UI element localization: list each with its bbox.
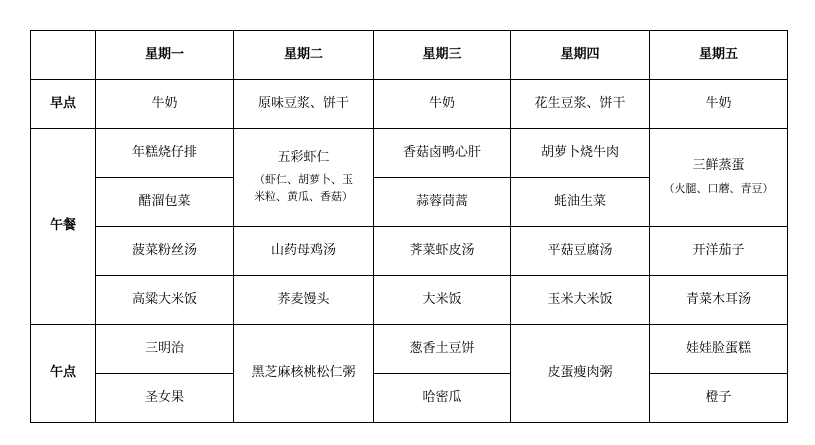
lunch-monday-staple: 高粱大米饭: [96, 276, 234, 325]
lunch-friday-soup: 青菜木耳汤: [650, 276, 788, 325]
header-wednesday: 星期三: [374, 31, 511, 80]
snack-row-2: [31, 374, 788, 423]
header-friday: 星期五: [650, 31, 788, 80]
breakfast-wednesday: 牛奶: [374, 80, 511, 129]
lunch-monday-soup: 菠菜粉丝汤: [96, 227, 234, 276]
lunch-tuesday-staple: 荞麦馒头: [234, 276, 374, 325]
snack-tuesday: 黑芝麻核桃松仁粥: [234, 325, 374, 423]
header-monday: 星期一: [96, 31, 234, 80]
weekly-menu-table: [30, 30, 788, 423]
breakfast-friday: 牛奶: [650, 80, 788, 129]
snack-friday-1: 娃娃脸蛋糕: [650, 325, 788, 374]
header-tuesday: 星期二: [234, 31, 374, 80]
lunch-monday-dish-1: 年糕烧仔排: [96, 129, 234, 178]
breakfast-tuesday: 原味豆浆、饼干: [234, 80, 374, 129]
snack-wednesday-2: 哈密瓜: [374, 374, 511, 423]
lunch-monday-dish-2: 醋溜包菜: [96, 178, 234, 227]
lunch-thursday-soup: 平菇豆腐汤: [511, 227, 650, 276]
header-thursday: 星期四: [511, 31, 650, 80]
lunch-wednesday-dish-1: 香菇卤鸭心肝: [374, 129, 511, 178]
lunch-friday-note: （火腿、口蘑、青豆）: [663, 181, 774, 195]
lunch-thursday-dish-1: 胡萝卜烧牛肉: [511, 129, 650, 178]
lunch-label: 午餐: [31, 129, 96, 325]
lunch-friday-main: 三鲜蒸蛋: [692, 157, 745, 173]
header-row: [31, 31, 788, 80]
lunch-thursday-dish-2: 蚝油生菜: [511, 178, 650, 227]
lunch-tuesday-main-cell: [234, 129, 374, 227]
snack-wednesday-1: 葱香土豆饼: [374, 325, 511, 374]
lunch-wednesday-soup: 荠菜虾皮汤: [374, 227, 511, 276]
lunch-row-4: [31, 276, 788, 325]
lunch-friday-dish-3: 开洋茄子: [650, 227, 788, 276]
snack-label: 午点: [31, 325, 96, 423]
lunch-tuesday-main: 五彩虾仁: [277, 149, 330, 165]
snack-friday-2: 橙子: [650, 374, 788, 423]
lunch-thursday-staple: 玉米大米饭: [511, 276, 650, 325]
breakfast-monday: 牛奶: [96, 80, 234, 129]
snack-monday-2: 圣女果: [96, 374, 234, 423]
lunch-tuesday-note: （虾仁、胡萝卜、玉米粒、黄瓜、香菇）: [254, 173, 353, 203]
snack-thursday: 皮蛋瘦肉粥: [511, 325, 650, 423]
breakfast-label: 早点: [31, 80, 96, 129]
lunch-friday-main-cell: [650, 129, 788, 227]
corner-cell: [31, 31, 96, 80]
lunch-tuesday-soup: 山药母鸡汤: [234, 227, 374, 276]
breakfast-row: [31, 80, 788, 129]
lunch-wednesday-dish-2: 蒜蓉茼蒿: [374, 178, 511, 227]
snack-row-1: [31, 325, 788, 374]
lunch-row-3: [31, 227, 788, 276]
lunch-wednesday-staple: 大米饭: [374, 276, 511, 325]
lunch-row-1: [31, 129, 788, 178]
breakfast-thursday: 花生豆浆、饼干: [511, 80, 650, 129]
snack-monday-1: 三明治: [96, 325, 234, 374]
